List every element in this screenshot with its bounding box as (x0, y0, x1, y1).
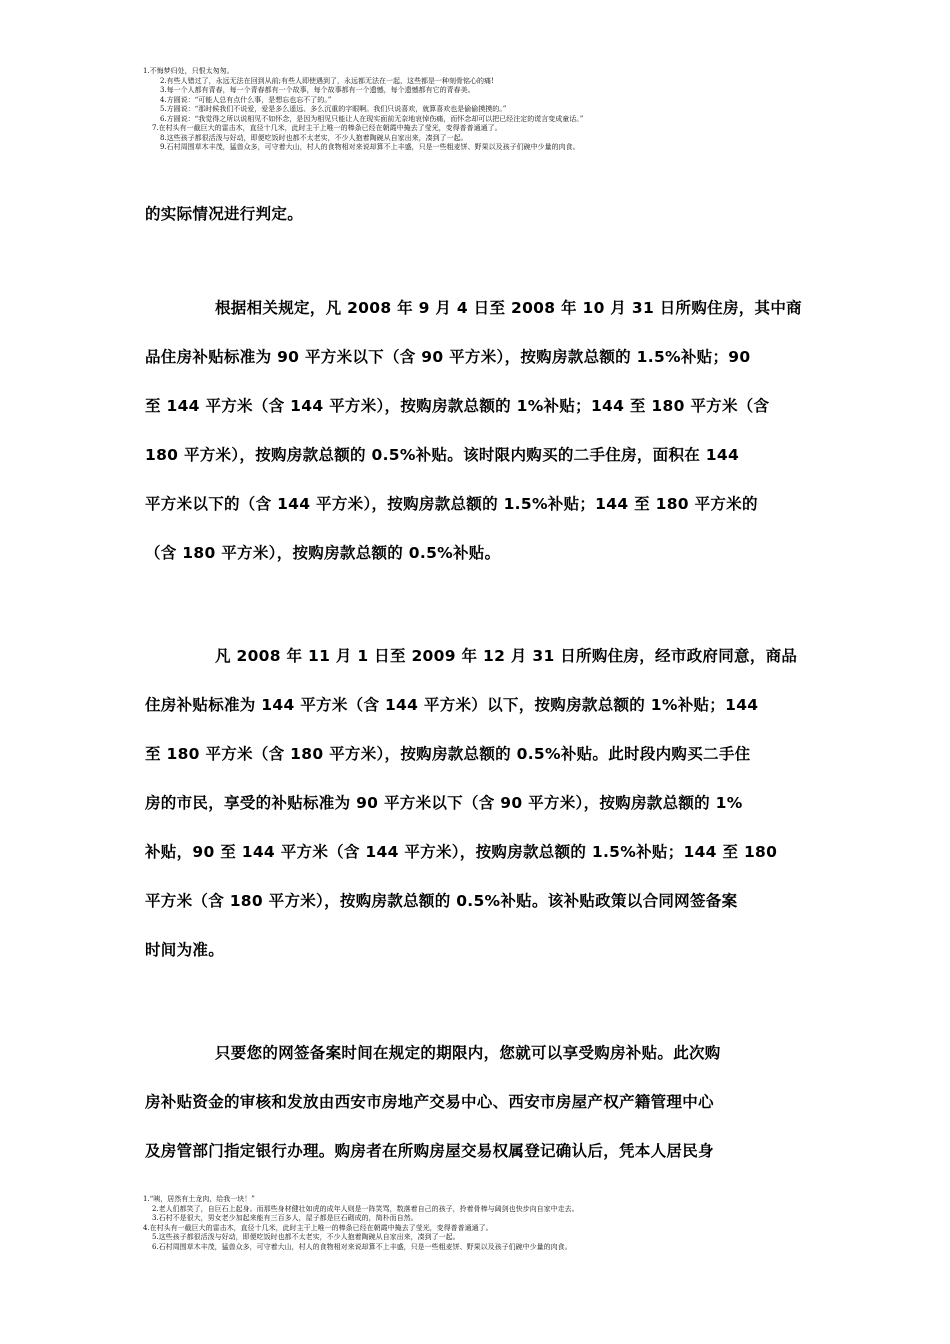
paragraph-line: 至 180 平方米（含 180 平方米），按购房款总额的 0.5%补贴。此时段内购买二手住 (145, 745, 751, 763)
paragraph-line: 平方米以下的（含 144 平方米），按购房款总额的 1.5%补贴；144 至 180 平方米的 (145, 495, 758, 513)
paragraph-line: 180 平方米），按购房款总额的 0.5%补贴。该时限内购买的二手住房，面积在 144 (145, 446, 740, 464)
note-line: 4.方圆说：“可能人总有点什么事，是想忘也忘不了的。” (160, 95, 332, 104)
paragraph-line: 时间为准。 (145, 941, 225, 959)
paragraph-line: 至 144 平方米（含 144 平方米），按购房款总额的 1%补贴；144 至 180 平方米（含 (145, 397, 770, 415)
note-line: 9.石村周围草木丰茂，猛兽众多，可守着大山，村人的食物相对来说却算不上丰盛，只是一些粗麦饼、野果以及孩子们碗中少量的肉食。 (160, 143, 580, 151)
paragraph-line: 平方米（含 180 平方米），按购房款总额的 0.5%补贴。该补贴政策以合同网签备案 (145, 892, 738, 910)
header-notes-list (143, 67, 583, 153)
paragraph-line: 房的市民，享受的补贴标准为 90 平方米以下（含 90 平方米），按购房款总额的 1% (145, 794, 743, 812)
paragraph-line: 补贴，90 至 144 平方米（含 144 平方米），按购房款总额的 1.5%补贴；144 至 180 (145, 843, 778, 861)
paragraph-line: 的实际情况进行判定。 (145, 205, 304, 223)
body-paragraph (145, 1029, 815, 1176)
paragraph-line: 根据相关规定，凡 2008 年 9 月 4 日至 2008 年 10 月 31 日所购住房，其中商 (215, 299, 802, 317)
note-line: 5.这些孩子都很活泼与好动，即便吃饭时也都不太老实，不少人抱着陶碗从自家出来，凑到了一起。 (152, 1233, 460, 1241)
body-paragraph (145, 284, 815, 578)
note-line: 1.不悔梦归处，只恨太匆匆。 (143, 67, 234, 75)
footer-notes-list (143, 1195, 579, 1252)
note-line: 3.每一个人都有青春，每一个青春都有一个故事，每个故事都有一个遗憾，每个遗憾都有它的青春美。 (160, 86, 475, 94)
note-line: 3.石村不是很大，男女老少加起来能有三百多人，屋子都是巨石砌成的，简朴而自然。 (152, 1214, 418, 1222)
paragraph-line: 房补贴资金的审核和发放由西安市房地产交易中心、西安市房屋产权产籍管理中心 (145, 1093, 714, 1111)
paragraph-line: 及房管部门指定银行办理。购房者在所购房屋交易权属登记确认后，凭本人居民身 (145, 1142, 714, 1160)
note-line: 6.方圆说：“我觉得之所以说相见不如怀念，是因为相见只能让人在现实面前无奈地哀悼伤痛，而怀念却可以把已经注定的谎言变成童话。” (160, 114, 584, 123)
note-line: 2.老人们都笑了，自巨石上起身。而那些身材健壮如虎的成年人则是一阵笑骂，数落着自己的孩子，拎着骨棒与阔剑也快步向自家中走去。 (152, 1204, 579, 1213)
note-line: 8.这些孩子都很活泼与好动，即便吃饭时也都不太老实，不少人抱着陶碗从自家出来，凑到了一起。 (160, 133, 468, 142)
body-paragraph (145, 190, 815, 239)
note-line: 4.在村头有一截巨大的雷击木，直径十几米，此时主干上唯一的棒条已经在朝霞中掩去了莹光，变得普普通通了。 (143, 1223, 493, 1232)
paragraph-line: 凡 2008 年 11 月 1 日至 2009 年 12 月 31 日所购住房，经市政府同意，商品 (215, 647, 798, 665)
paragraph-line: 住房补贴标准为 144 平方米（含 144 平方米）以下，按购房款总额的 1%补贴；144 (145, 696, 759, 714)
note-line: 5.方圆说：“那时候我们不说爱，爱是多么遥远、多么沉重的字眼啊。我们只说喜欢，就算喜欢也是偷偷摸摸的。” (160, 105, 507, 113)
body-paragraph (145, 632, 815, 975)
paragraph-line: （含 180 平方米），按购房款总额的 0.5%补贴。 (145, 544, 501, 562)
paragraph-line: 只要您的网签备案时间在规定的期限内，您就可以享受购房补贴。此次购 (215, 1044, 721, 1062)
paragraph-line: 品住房补贴标准为 90 平方米以下（含 90 平方米），按购房款总额的 1.5%补贴；90 (145, 348, 751, 366)
note-line: 2.有些人错过了，永远无法在回到从前;有些人即使遇到了，永远都无法在一起，这些都是一种刻骨铭心的痛! (160, 76, 494, 85)
note-line: 6.石村周围草木丰茂，猛兽众多，可守着大山，村人的食物相对来说却算不上丰盛，只是一些粗麦饼、野果以及孩子们碗中少量的肉食。 (152, 1242, 572, 1251)
note-line: 7.在村头有一截巨大的雷击木，直径十几米，此时主干上唯一的棒条已经在朝霞中掩去了莹光，变得普普通通了。 (152, 124, 502, 132)
note-line: 1.“咦，居然有土龙肉，给我一块！” (143, 1195, 255, 1203)
